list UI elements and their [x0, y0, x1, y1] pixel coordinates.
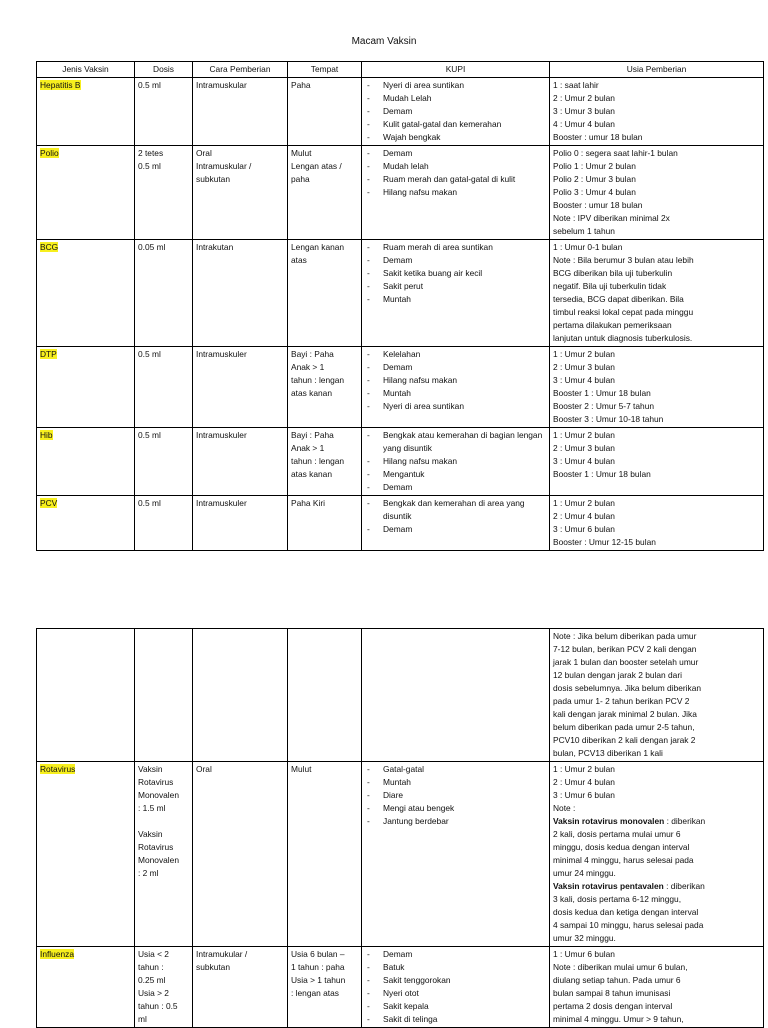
kupi-item: - Hilang nafsu makan [365, 374, 546, 387]
tempat-line: Usia 6 bulan – [291, 949, 345, 959]
header-dosis: Dosis [135, 62, 193, 78]
usia-note-line: 3 kali, dosis pertama 6-12 minggu, [553, 894, 682, 904]
cell-jenis-vaksin [37, 146, 135, 240]
kupi-item: - Demam [365, 105, 546, 118]
kupi-list [365, 497, 546, 536]
pcv-note-line: Note : Jika belum diberikan pada umur [553, 631, 697, 641]
cell-jenis-vaksin [37, 347, 135, 428]
cara-line: subkutan [196, 174, 230, 184]
table-row-influenza [37, 947, 764, 1028]
cell-cara-pemberian [193, 496, 288, 551]
cell-tempat [288, 762, 362, 947]
cara-line: Intramuskular / [196, 161, 252, 171]
cell-kupi [362, 947, 550, 1028]
dosis-line: Usia > 2 [138, 988, 169, 998]
cell-usia-pemberian [550, 428, 764, 496]
usia-line: Booster : umur 18 bulan [553, 132, 643, 142]
cell-kupi [362, 428, 550, 496]
usia-note-text: : diberikan [663, 881, 705, 891]
usia-note-line: dosis kedua dan ketiga dengan interval [553, 907, 699, 917]
usia-note-line: 2 kali, dosis pertama mulai umur 6 [553, 829, 681, 839]
tempat-line: Mulut [291, 148, 312, 158]
cell-dosis [135, 146, 193, 240]
tempat-line: paha [291, 174, 310, 184]
vaccine-name: DTP [40, 349, 57, 359]
cell-kupi [362, 762, 550, 947]
cell-jenis-vaksin [37, 78, 135, 146]
cell-pcv-note [550, 629, 764, 762]
dosis-line: : 1.5 ml [138, 803, 166, 813]
cell-dosis [135, 496, 193, 551]
tempat-line: atas [291, 255, 307, 265]
usia-line: 1 : Umur 2 bulan [553, 430, 615, 440]
usia-line: 2 : Umur 4 bulan [553, 511, 615, 521]
usia-line: sebelum 1 tahun [553, 226, 615, 236]
tempat-line: Lengan atas / [291, 161, 342, 171]
usia-line: 2 : Umur 4 bulan [553, 777, 615, 787]
vaccine-table-continued [36, 628, 764, 1028]
dosis-line: : 2 ml [138, 868, 159, 878]
vaccine-name: Hepatitis B [40, 80, 81, 90]
kupi-item: - Sakit di telinga [365, 1013, 546, 1026]
table-row-polio [37, 146, 764, 240]
cell-kupi [362, 496, 550, 551]
dosis-line: 0.5 ml [138, 161, 161, 171]
cell-empty [135, 629, 193, 762]
tempat-line: atas kanan [291, 388, 332, 398]
kupi-item: - Ruam merah di area suntikan [365, 241, 546, 254]
usia-line: Polio 0 : segera saat lahir-1 bulan [553, 148, 678, 158]
kupi-list [365, 147, 546, 199]
vaccine-name: Polio [40, 148, 59, 158]
cell-usia-pemberian [550, 78, 764, 146]
vaccine-name: BCG [40, 242, 59, 252]
cell-usia-pemberian [550, 496, 764, 551]
usia-line: 2 : Umur 2 bulan [553, 93, 615, 103]
cara-line: Intramukular / [196, 949, 248, 959]
cell-cara-pemberian [193, 762, 288, 947]
kupi-list [365, 948, 546, 1026]
header-kupi: KUPI [362, 62, 550, 78]
usia-line: 2 : Umur 3 bulan [553, 443, 615, 453]
usia-line: pertama dilakukan pemeriksaan [553, 320, 672, 330]
usia-line: 3 : Umur 4 bulan [553, 456, 615, 466]
vaccine-name: Hib [40, 430, 53, 440]
usia-line: 3 : Umur 6 bulan [553, 524, 615, 534]
kupi-item: - Jantung berdebar [365, 815, 546, 828]
kupi-item: - Muntah [365, 293, 546, 306]
usia-note-label: Vaksin rotavirus monovalen [553, 816, 665, 826]
usia-line: Booster 1 : Umur 18 bulan [553, 469, 651, 479]
usia-line: Note : diberikan mulai umur 6 bulan, [553, 962, 688, 972]
usia-note-line: umur 32 minggu. [553, 933, 616, 943]
cell-dosis [135, 947, 193, 1028]
tempat-line: Usia > 1 tahun [291, 975, 346, 985]
header-usia-pemberian: Usia Pemberian [550, 62, 764, 78]
kupi-item: - Gatal-gatal [365, 763, 546, 776]
tempat-line: : lengan atas [291, 988, 339, 998]
dosis-line: tahun : [138, 962, 164, 972]
cell-dosis [135, 762, 193, 947]
dosis-line: 2 tetes [138, 148, 164, 158]
pcv-note-line: dosis sebelumnya. Jika belum diberikan [553, 683, 702, 693]
cara-line: Intramuskuler [196, 349, 247, 359]
tempat-line: Bayi : Paha [291, 349, 334, 359]
dosis-line: tahun : 0.5 [138, 1001, 178, 1011]
pcv-note-line: pada umur 1- 2 tahun berikan PCV 2 [553, 696, 690, 706]
usia-line: 3 : Umur 4 bulan [553, 375, 615, 385]
kupi-list [365, 348, 546, 413]
cell-empty [288, 629, 362, 762]
cell-usia-pemberian [550, 947, 764, 1028]
table-row-hepatitis-b [37, 78, 764, 146]
usia-note-line: minggu, dosis kedua dengan interval [553, 842, 690, 852]
cell-jenis-vaksin [37, 428, 135, 496]
tempat-line: Paha [291, 80, 311, 90]
usia-line: 4 : Umur 4 bulan [553, 119, 615, 129]
cell-tempat [288, 78, 362, 146]
usia-line: 1 : Umur 2 bulan [553, 498, 615, 508]
cara-line: Intrakutan [196, 242, 234, 252]
table-row-pcv-continued [37, 629, 764, 762]
kupi-item: - Ruam merah dan gatal-gatal di kulit [365, 173, 546, 186]
header-tempat: Tempat [288, 62, 362, 78]
dosis-line: 0.5 ml [138, 80, 161, 90]
cell-tempat [288, 428, 362, 496]
cell-dosis [135, 78, 193, 146]
usia-line: Booster : Umur 12-15 bulan [553, 537, 656, 547]
vaccine-name: PCV [40, 498, 58, 508]
kupi-item: - Mengi atau bengek [365, 802, 546, 815]
cara-line: Oral [196, 148, 212, 158]
usia-line: 3 : Umur 3 bulan [553, 106, 615, 116]
dosis-line: Vaksin [138, 764, 163, 774]
kupi-item: - Demam [365, 147, 546, 160]
dosis-line: 0.5 ml [138, 349, 161, 359]
dosis-line: Rotavirus [138, 777, 174, 787]
usia-line: lanjutan untuk diagnosis tuberkulosis. [553, 333, 693, 343]
kupi-item: - Kulit gatal-gatal dan kemerahan [365, 118, 546, 131]
kupi-item: - Wajah bengkak [365, 131, 546, 144]
kupi-item: - Demam [365, 523, 546, 536]
kupi-list [365, 763, 546, 828]
kupi-item: - Sakit perut [365, 280, 546, 293]
kupi-item: - Demam [365, 254, 546, 267]
vaccine-name: Rotavirus [40, 764, 76, 774]
usia-line: Booster 1 : Umur 18 bulan [553, 388, 651, 398]
dosis-line: ml [138, 1014, 147, 1024]
cell-tempat [288, 240, 362, 347]
tempat-line: Paha Kiri [291, 498, 325, 508]
dosis-line: Vaksin [138, 829, 163, 839]
usia-line: timbul reaksi lokal cepat pada minggu [553, 307, 694, 317]
cell-tempat [288, 146, 362, 240]
cara-line: Intramuskular [196, 80, 247, 90]
dosis-line: Rotavirus [138, 842, 174, 852]
cell-empty [37, 629, 135, 762]
kupi-item: - Batuk [365, 961, 546, 974]
kupi-item: - Nyeri di area suntikan [365, 400, 546, 413]
cell-tempat [288, 496, 362, 551]
cell-empty [193, 629, 288, 762]
table-row-dtp [37, 347, 764, 428]
header-cara-pemberian: Cara Pemberian [193, 62, 288, 78]
cell-cara-pemberian [193, 428, 288, 496]
cell-tempat [288, 947, 362, 1028]
cell-jenis-vaksin [37, 496, 135, 551]
usia-line: tersedia, BCG dapat diberikan. Bila [553, 294, 684, 304]
tempat-line: Anak > 1 [291, 362, 325, 372]
kupi-item: - Hilang nafsu makan [365, 455, 546, 468]
table-row-bcg [37, 240, 764, 347]
kupi-item: - Bengkak atau kemerahan di bagian lengan yang disuntik [365, 429, 546, 455]
cell-cara-pemberian [193, 78, 288, 146]
usia-note-paragraph [553, 815, 760, 828]
kupi-item: - Mudah lelah [365, 160, 546, 173]
usia-line: Polio 2 : Umur 3 bulan [553, 174, 636, 184]
cell-kupi [362, 146, 550, 240]
cell-usia-pemberian [550, 347, 764, 428]
pcv-note-line: bulan, PCV13 diberikan 1 kali [553, 748, 663, 758]
cell-empty [362, 629, 550, 762]
cara-line: subkutan [196, 962, 230, 972]
usia-line: Booster : umur 18 bulan [553, 200, 643, 210]
cell-cara-pemberian [193, 240, 288, 347]
usia-line: Note : Bila berumur 3 bulan atau lebih [553, 255, 694, 265]
kupi-item: - Hilang nafsu makan [365, 186, 546, 199]
usia-note-line: 4 sampai 10 minggu, harus selesai pada [553, 920, 704, 930]
usia-note-line: minimal 4 minggu, harus selesai pada [553, 855, 694, 865]
dosis-line [138, 815, 189, 828]
usia-line: 1 : Umur 2 bulan [553, 349, 615, 359]
cara-line: Intramuskuler [196, 498, 247, 508]
usia-line: Polio 3 : Umur 4 bulan [553, 187, 636, 197]
table-header-row [37, 62, 764, 78]
tempat-line: tahun : lengan [291, 375, 345, 385]
header-jenis-vaksin: Jenis Vaksin [37, 62, 135, 78]
usia-line: Polio 1 : Umur 2 bulan [553, 161, 636, 171]
tempat-line: atas kanan [291, 469, 332, 479]
usia-line: diulang setiap tahun. Pada umur 6 [553, 975, 681, 985]
kupi-item: - Nyeri di area suntikan [365, 79, 546, 92]
usia-line: 1 : Umur 6 bulan [553, 949, 615, 959]
usia-line: Booster 2 : Umur 5-7 tahun [553, 401, 655, 411]
usia-note-text: : diberikan [664, 816, 706, 826]
tempat-line: tahun : lengan [291, 456, 345, 466]
usia-line: 2 : Umur 3 bulan [553, 362, 615, 372]
tempat-line: Anak > 1 [291, 443, 325, 453]
cell-cara-pemberian [193, 947, 288, 1028]
pcv-note-line: 12 bulan dengan jarak 2 bulan dari [553, 670, 682, 680]
dosis-line: 0.5 ml [138, 498, 161, 508]
cell-kupi [362, 347, 550, 428]
usia-note-label: Vaksin rotavirus pentavalen [553, 881, 664, 891]
pcv-note-line: belum diberikan pada umur 2-5 tahun, [553, 722, 695, 732]
cara-line: Intramuskuler [196, 430, 247, 440]
usia-line: Note : IPV diberikan minimal 2x [553, 213, 670, 223]
cell-dosis [135, 240, 193, 347]
kupi-list [365, 79, 546, 144]
tempat-line: 1 tahun : paha [291, 962, 345, 972]
kupi-list [365, 429, 546, 494]
usia-line: 1 : Umur 0-1 bulan [553, 242, 623, 252]
tempat-line: Mulut [291, 764, 312, 774]
kupi-item: - Kelelahan [365, 348, 546, 361]
kupi-item: - Mengantuk [365, 468, 546, 481]
pcv-note-line: jarak 1 bulan dan booster setelah umur [553, 657, 699, 667]
cell-dosis [135, 347, 193, 428]
usia-line: Booster 3 : Umur 10-18 tahun [553, 414, 664, 424]
kupi-item: - Demam [365, 361, 546, 374]
dosis-line: 0.5 ml [138, 430, 161, 440]
usia-line: 1 : Umur 2 bulan [553, 764, 615, 774]
table-row-hib [37, 428, 764, 496]
dosis-line: Monovalen [138, 790, 179, 800]
usia-line: Note : [553, 803, 576, 813]
tempat-line: Bayi : Paha [291, 430, 334, 440]
cell-usia-pemberian [550, 240, 764, 347]
cell-usia-pemberian [550, 146, 764, 240]
pcv-note-line: 7-12 bulan, berikan PCV 2 kali dengan [553, 644, 697, 654]
kupi-item: - Sakit kepala [365, 1000, 546, 1013]
dosis-line: 0.25 ml [138, 975, 166, 985]
kupi-item: - Muntah [365, 776, 546, 789]
table-row-rotavirus [37, 762, 764, 947]
usia-line: minimal 4 minggu. Umur > 9 tahun, [553, 1014, 684, 1024]
kupi-item: - Nyeri otot [365, 987, 546, 1000]
kupi-item: - Diare [365, 789, 546, 802]
dosis-line: Monovalen [138, 855, 179, 865]
cell-kupi [362, 240, 550, 347]
usia-line: negatif. Bila uji tuberkulin tidak [553, 281, 667, 291]
cell-usia-pemberian [550, 762, 764, 947]
kupi-item: - Demam [365, 948, 546, 961]
cell-jenis-vaksin [37, 240, 135, 347]
pcv-note-line: PCV10 diberikan 2 kali dengan jarak 2 [553, 735, 696, 745]
cell-cara-pemberian [193, 347, 288, 428]
cell-jenis-vaksin [37, 762, 135, 947]
usia-line: BCG diberikan bila uji tuberkulin [553, 268, 673, 278]
dosis-line: Usia < 2 [138, 949, 169, 959]
usia-note-paragraph [553, 880, 760, 893]
usia-line: bulan sampai 8 tahun imunisasi [553, 988, 671, 998]
kupi-item: - Sakit ketika buang air kecil [365, 267, 546, 280]
kupi-item: - Demam [365, 481, 546, 494]
table-row-pcv [37, 496, 764, 551]
kupi-item: - Bengkak dan kemerahan di area yang disuntik [365, 497, 546, 523]
cell-kupi [362, 78, 550, 146]
cell-cara-pemberian [193, 146, 288, 240]
usia-note-line: umur 24 minggu. [553, 868, 616, 878]
usia-line: pertama 2 dosis dengan interval [553, 1001, 673, 1011]
kupi-item: - Sakit tenggorokan [365, 974, 546, 987]
tempat-line: Lengan kanan [291, 242, 345, 252]
document-title: Macam Vaksin [351, 36, 417, 47]
vaccine-table [36, 61, 764, 551]
dosis-line: 0.05 ml [138, 242, 166, 252]
usia-line: 3 : Umur 6 bulan [553, 790, 615, 800]
kupi-item: - Mudah Lelah [365, 92, 546, 105]
pcv-note-line: kali dengan jarak minimal 2 bulan. Jika [553, 709, 697, 719]
kupi-list [365, 241, 546, 306]
cell-tempat [288, 347, 362, 428]
usia-line: 1 : saat lahir [553, 80, 599, 90]
cara-line: Oral [196, 764, 212, 774]
cell-dosis [135, 428, 193, 496]
cell-jenis-vaksin [37, 947, 135, 1028]
vaccine-name: Influenza [40, 949, 74, 959]
kupi-item: - Muntah [365, 387, 546, 400]
